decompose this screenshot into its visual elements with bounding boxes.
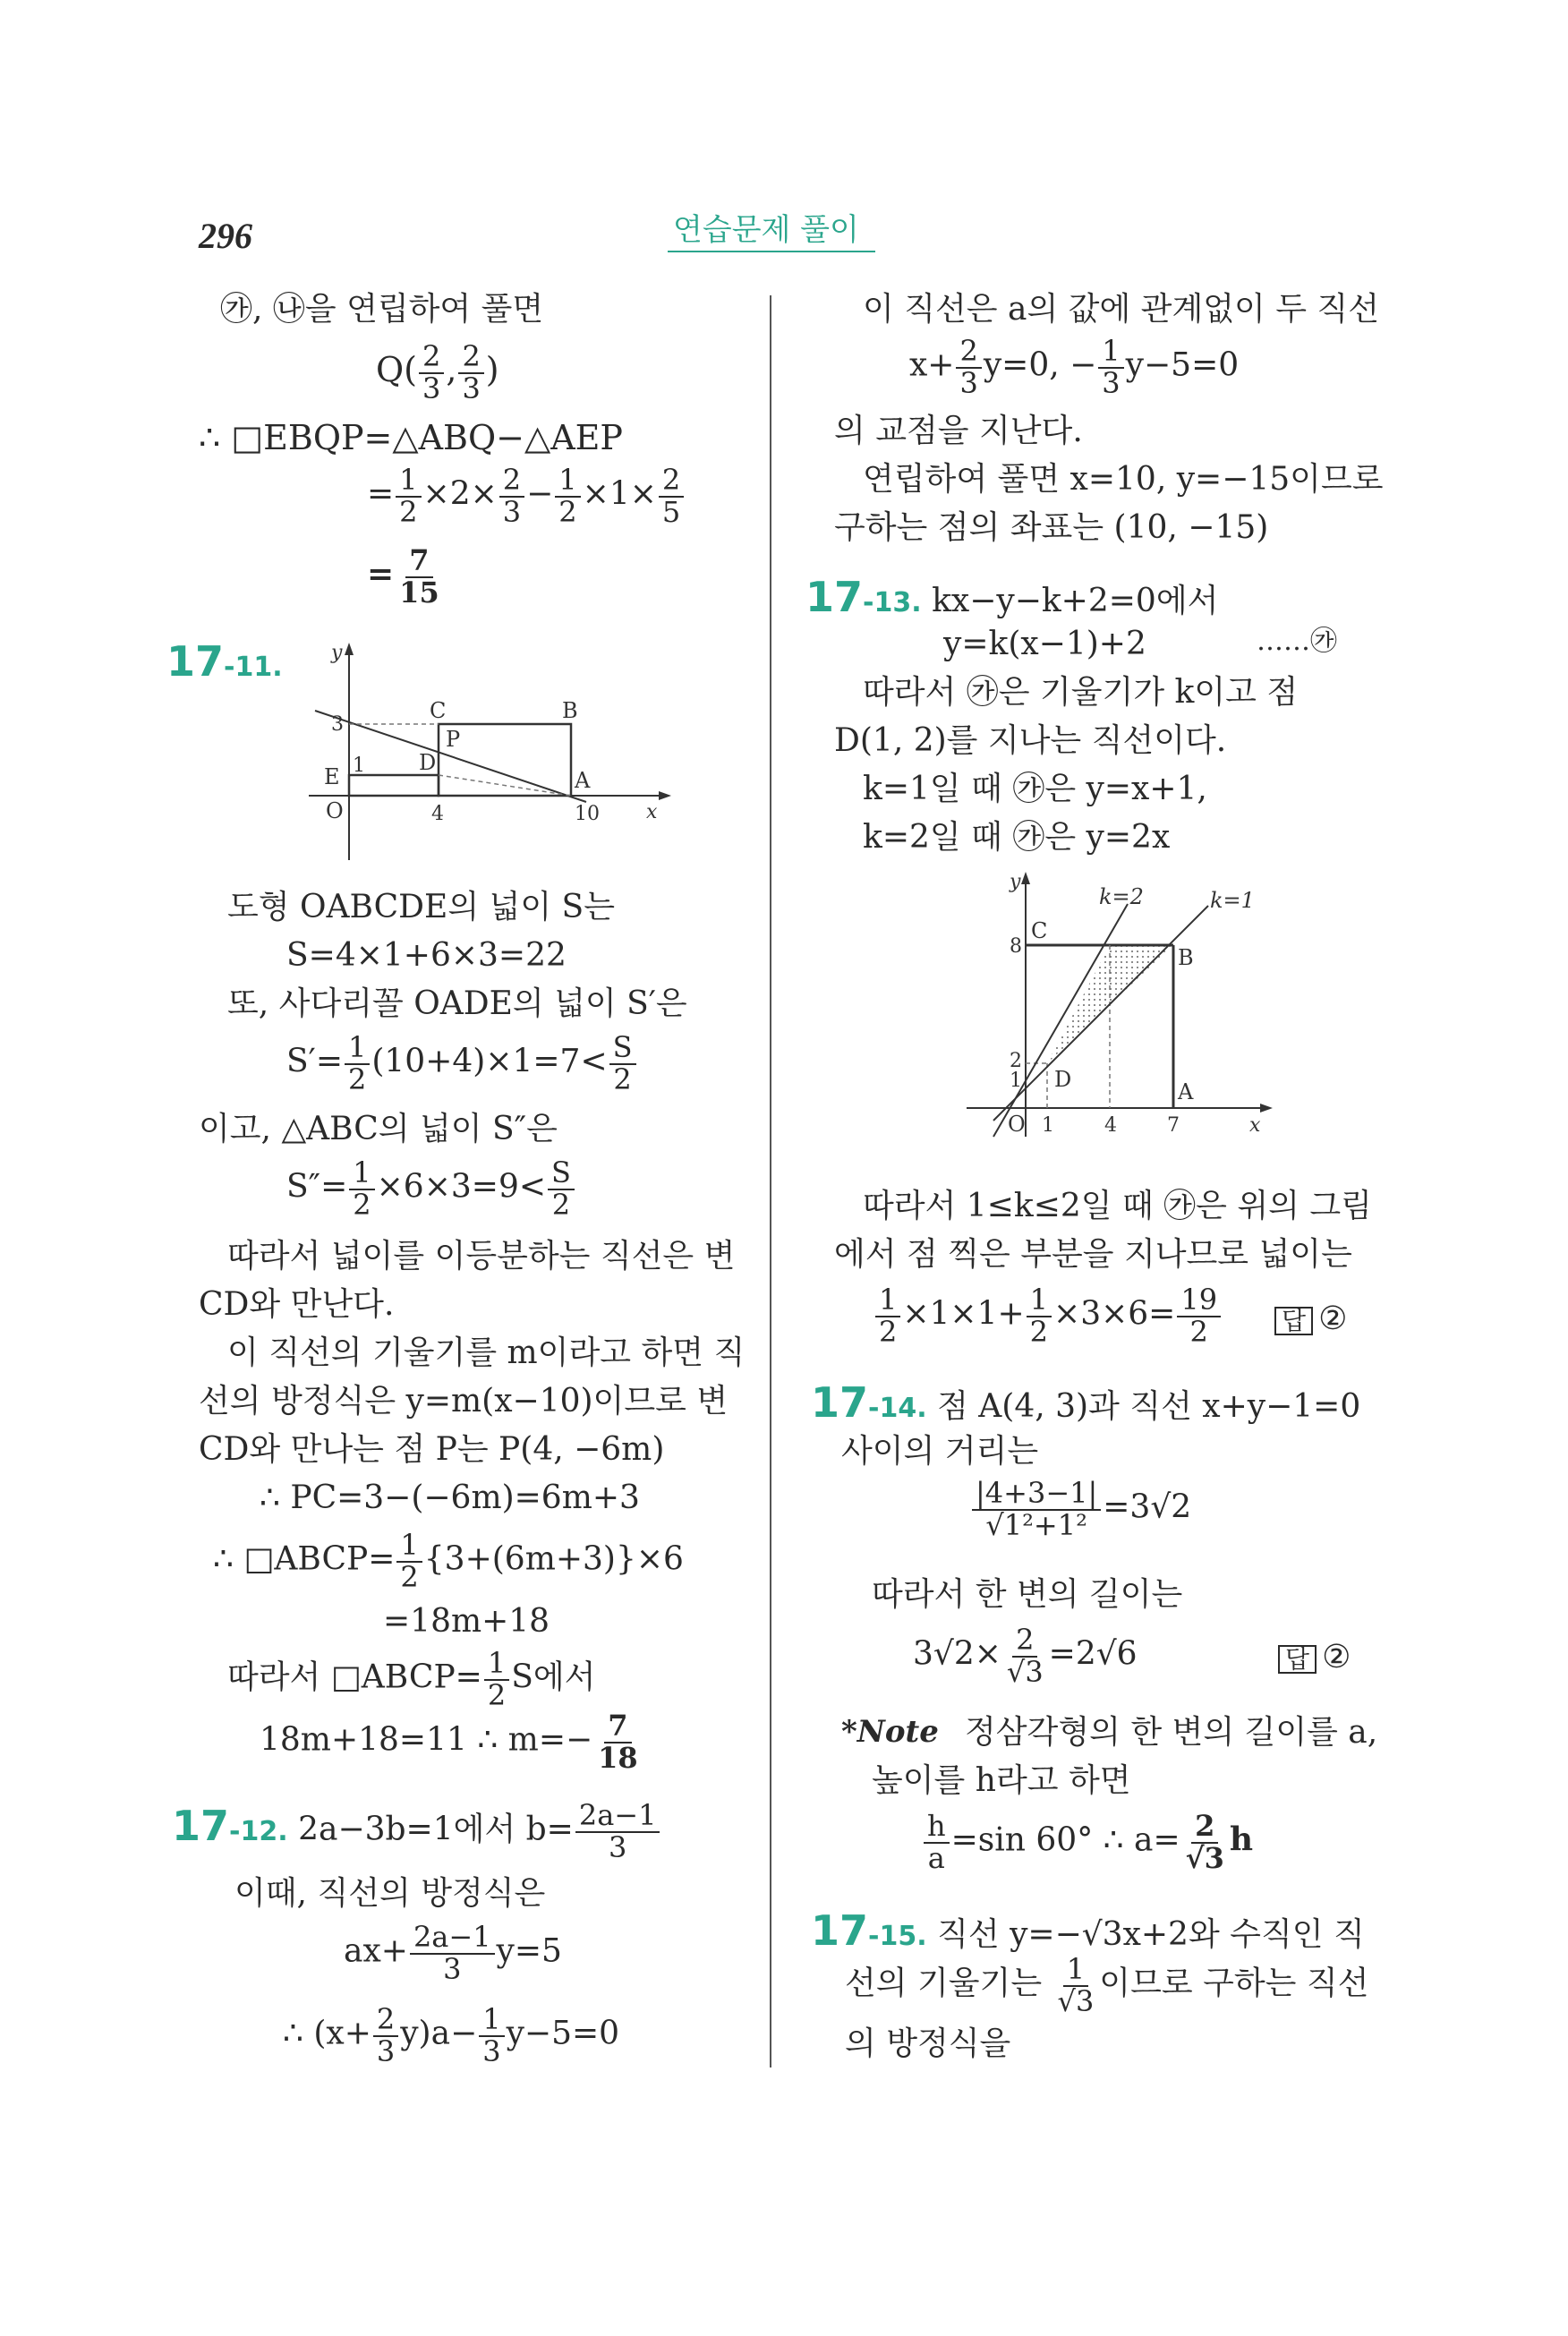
fig2-k1: k=1 [1210,888,1255,913]
header-underline [668,251,875,252]
fig2-label-8: 8 [1010,935,1022,958]
page-header: 연습문제 풀이 [673,212,859,248]
left-t12: ∴ PC=3−(−6m)=6m+3 [260,1479,640,1516]
right-s2: 따라서 ㉮은 기울기가 k이고 점 [863,674,1299,711]
left-t5: 이고, △ABC의 넓이 S″은 [199,1111,558,1147]
right-r1: 이 직선은 a의 값에 관계없이 두 직선 [863,291,1379,328]
right-s3: D(1, 2)를 지나는 직선이다. [834,722,1227,759]
right-r5: 구하는 점의 좌표는 (10, −15) [834,509,1269,546]
problem-17-13: 17-13. kx−y−k+2=0에서 [805,573,1219,621]
figure-17-11 [295,641,680,865]
area-ebqp-result: = $\frac{7}{15}$ [367,543,439,610]
problem-17-15: 17-15. 직선 y=−√3x+2와 수직인 직 [811,1906,1365,1955]
page-number: 296 [199,216,252,256]
left-t7: 따라서 넓이를 이등분하는 직선은 변 [227,1238,736,1275]
fig1-label-A: A [575,768,591,793]
fig2-label-B: B [1178,945,1194,970]
note-label: *Note [841,1714,939,1750]
fig1-label-3: 3 [331,713,344,736]
fig1-label-B: B [562,698,578,723]
right-w1: 선의 기울기는 $\frac{1}{√3}$ 이므로 구하는 직선 [845,1952,1369,2018]
left-u1: 이때, 직선의 방정식은 [234,1875,546,1912]
right-s1: y=k(x−1)+2 [943,626,1146,662]
fig2-tick-1: 1 [1042,1114,1054,1137]
answer-17-14: 답 ② [1278,1641,1351,1674]
fig2-tick-4: 4 [1104,1114,1117,1137]
fig1-y-label: y [331,642,343,664]
left-t9: 이 직선의 기울기를 m이라고 하면 직 [227,1334,746,1371]
note-line2: 높이를 h라고 하면 [872,1762,1131,1799]
point-q: Q( $\frac{2}{3}$ , $\frac{2}{3}$ ) [376,339,499,405]
answer-17-13: 답 ② [1274,1303,1347,1335]
right-s1-mark: ……㉮ [1257,626,1337,657]
fig1-x-label: x [646,801,658,823]
left-u3: ∴ (x+ $\frac{2}{3}$ y)a− $\frac{1}{3}$ y−5=0 [283,2002,620,2068]
column-divider [770,295,771,2067]
right-s4: k=1일 때 ㉮은 y=x+1, [863,771,1207,807]
left-t11: CD와 만나는 점 P는 P(4, −6m) [199,1431,665,1468]
figure-17-13 [958,868,1280,1146]
fig2-label-2: 2 [1010,1050,1022,1072]
problem-17-12: 17-12. 2a−3b=1에서 b= $\frac{2a-1}{3}$ [172,1801,661,1863]
right-v4: 3√2× $\frac{2}{√3}$ =2√6 [913,1623,1138,1689]
note-line3: $\frac{h}{a}$ =sin 60° ∴ a= $\frac{2}{√3}$ h [922,1812,1253,1873]
left-u2: ax+ $\frac{2a-1}{3}$ y=5 [344,1920,562,1986]
fig2-label-1: 1 [1010,1070,1022,1092]
left-t2: S=4×1+6×3=22 [286,937,567,974]
right-r3: 의 교점을 지난다. [834,413,1083,449]
right-v1: 사이의 거리는 [841,1433,1039,1470]
fig2-k2: k=2 [1099,884,1144,909]
right-s8: $\frac{1}{2}$ ×1×1+ $\frac{1}{2}$ ×3×6= $\frac{19}{2}$ [873,1285,1223,1347]
area-ebqp-line: ∴ □EBQP=△ABQ−△AEP [199,418,623,457]
left-t10: 선의 방정식은 y=m(x−10)이므로 변 [199,1383,729,1420]
right-v3: 따라서 한 변의 길이는 [872,1576,1183,1613]
line-solve-system: ㉮, ㉯을 연립하여 풀면 [220,291,544,328]
note-line1: 정삼각형의 한 변의 길이를 a, [965,1714,1378,1751]
area-ebqp-calc: = $\frac{1}{2}$ ×2× $\frac{2}{3}$ − $\frac{1}{2}$ ×1× $\frac{2}{5}$ [367,465,686,527]
fig2-x-label: x [1249,1114,1261,1137]
fig2-origin: O [1008,1112,1026,1137]
fig1-label-C: C [430,698,447,723]
left-t13: ∴ □ABCP= $\frac{1}{2}$ {3+(6m+3)}×6 [213,1528,684,1594]
left-t4: S′= $\frac{1}{2}$ (10+4)×1=7< $\frac{S}{2}$ [286,1033,638,1095]
fig1-label-E: E [324,764,340,789]
problem-17-11-number: 17-11. [166,637,283,686]
fig1-label-10: 10 [575,803,600,825]
left-t15: 따라서 □ABCP= $\frac{1}{2}$ S에서 [227,1646,596,1712]
left-t1: 도형 OABCDE의 넓이 S는 [227,889,615,925]
fig1-origin: O [326,798,344,823]
fig2-label-C: C [1031,918,1048,943]
right-r2: x+ $\frac{2}{3}$ y=0, − $\frac{1}{3}$ y−5=0 [909,334,1240,400]
right-s6: 따라서 1≤k≤2일 때 ㉮은 위의 그림 [863,1188,1372,1224]
left-t8: CD와 만난다. [199,1286,395,1323]
left-t3: 또, 사다리꼴 OADE의 넓이 S′은 [227,985,687,1022]
problem-17-14: 17-14. 점 A(4, 3)과 직선 x+y−1=0 [811,1378,1361,1427]
left-t16: 18m+18=11 ∴ m=− $\frac{7}{18}$ [260,1709,638,1775]
right-r4: 연립하여 풀면 x=10, y=−15이므로 [863,461,1384,498]
fig2-label-D: D [1054,1067,1072,1092]
fig2-y-label: y [1010,871,1021,893]
right-s7: 에서 점 찍은 부분을 지나므로 넓이는 [834,1236,1352,1273]
right-s5: k=2일 때 ㉮은 y=2x [863,819,1171,856]
fig2-label-A: A [1178,1079,1194,1104]
fig1-label-1: 1 [353,755,365,777]
right-v2: $\frac{|4+3-1|}{\text{√1²+1²}}$ =3√2 [970,1479,1191,1540]
right-w2: 의 방정식을 [845,2025,1011,2062]
fig1-label-D: D [419,750,437,775]
fig2-tick-7: 7 [1167,1114,1180,1137]
left-t14: =18m+18 [383,1603,550,1640]
fig1-label-4: 4 [431,803,444,825]
fig1-label-P: P [446,727,461,752]
left-t6: S″= $\frac{1}{2}$ ×6×3=9< $\frac{S}{2}$ [286,1158,576,1220]
